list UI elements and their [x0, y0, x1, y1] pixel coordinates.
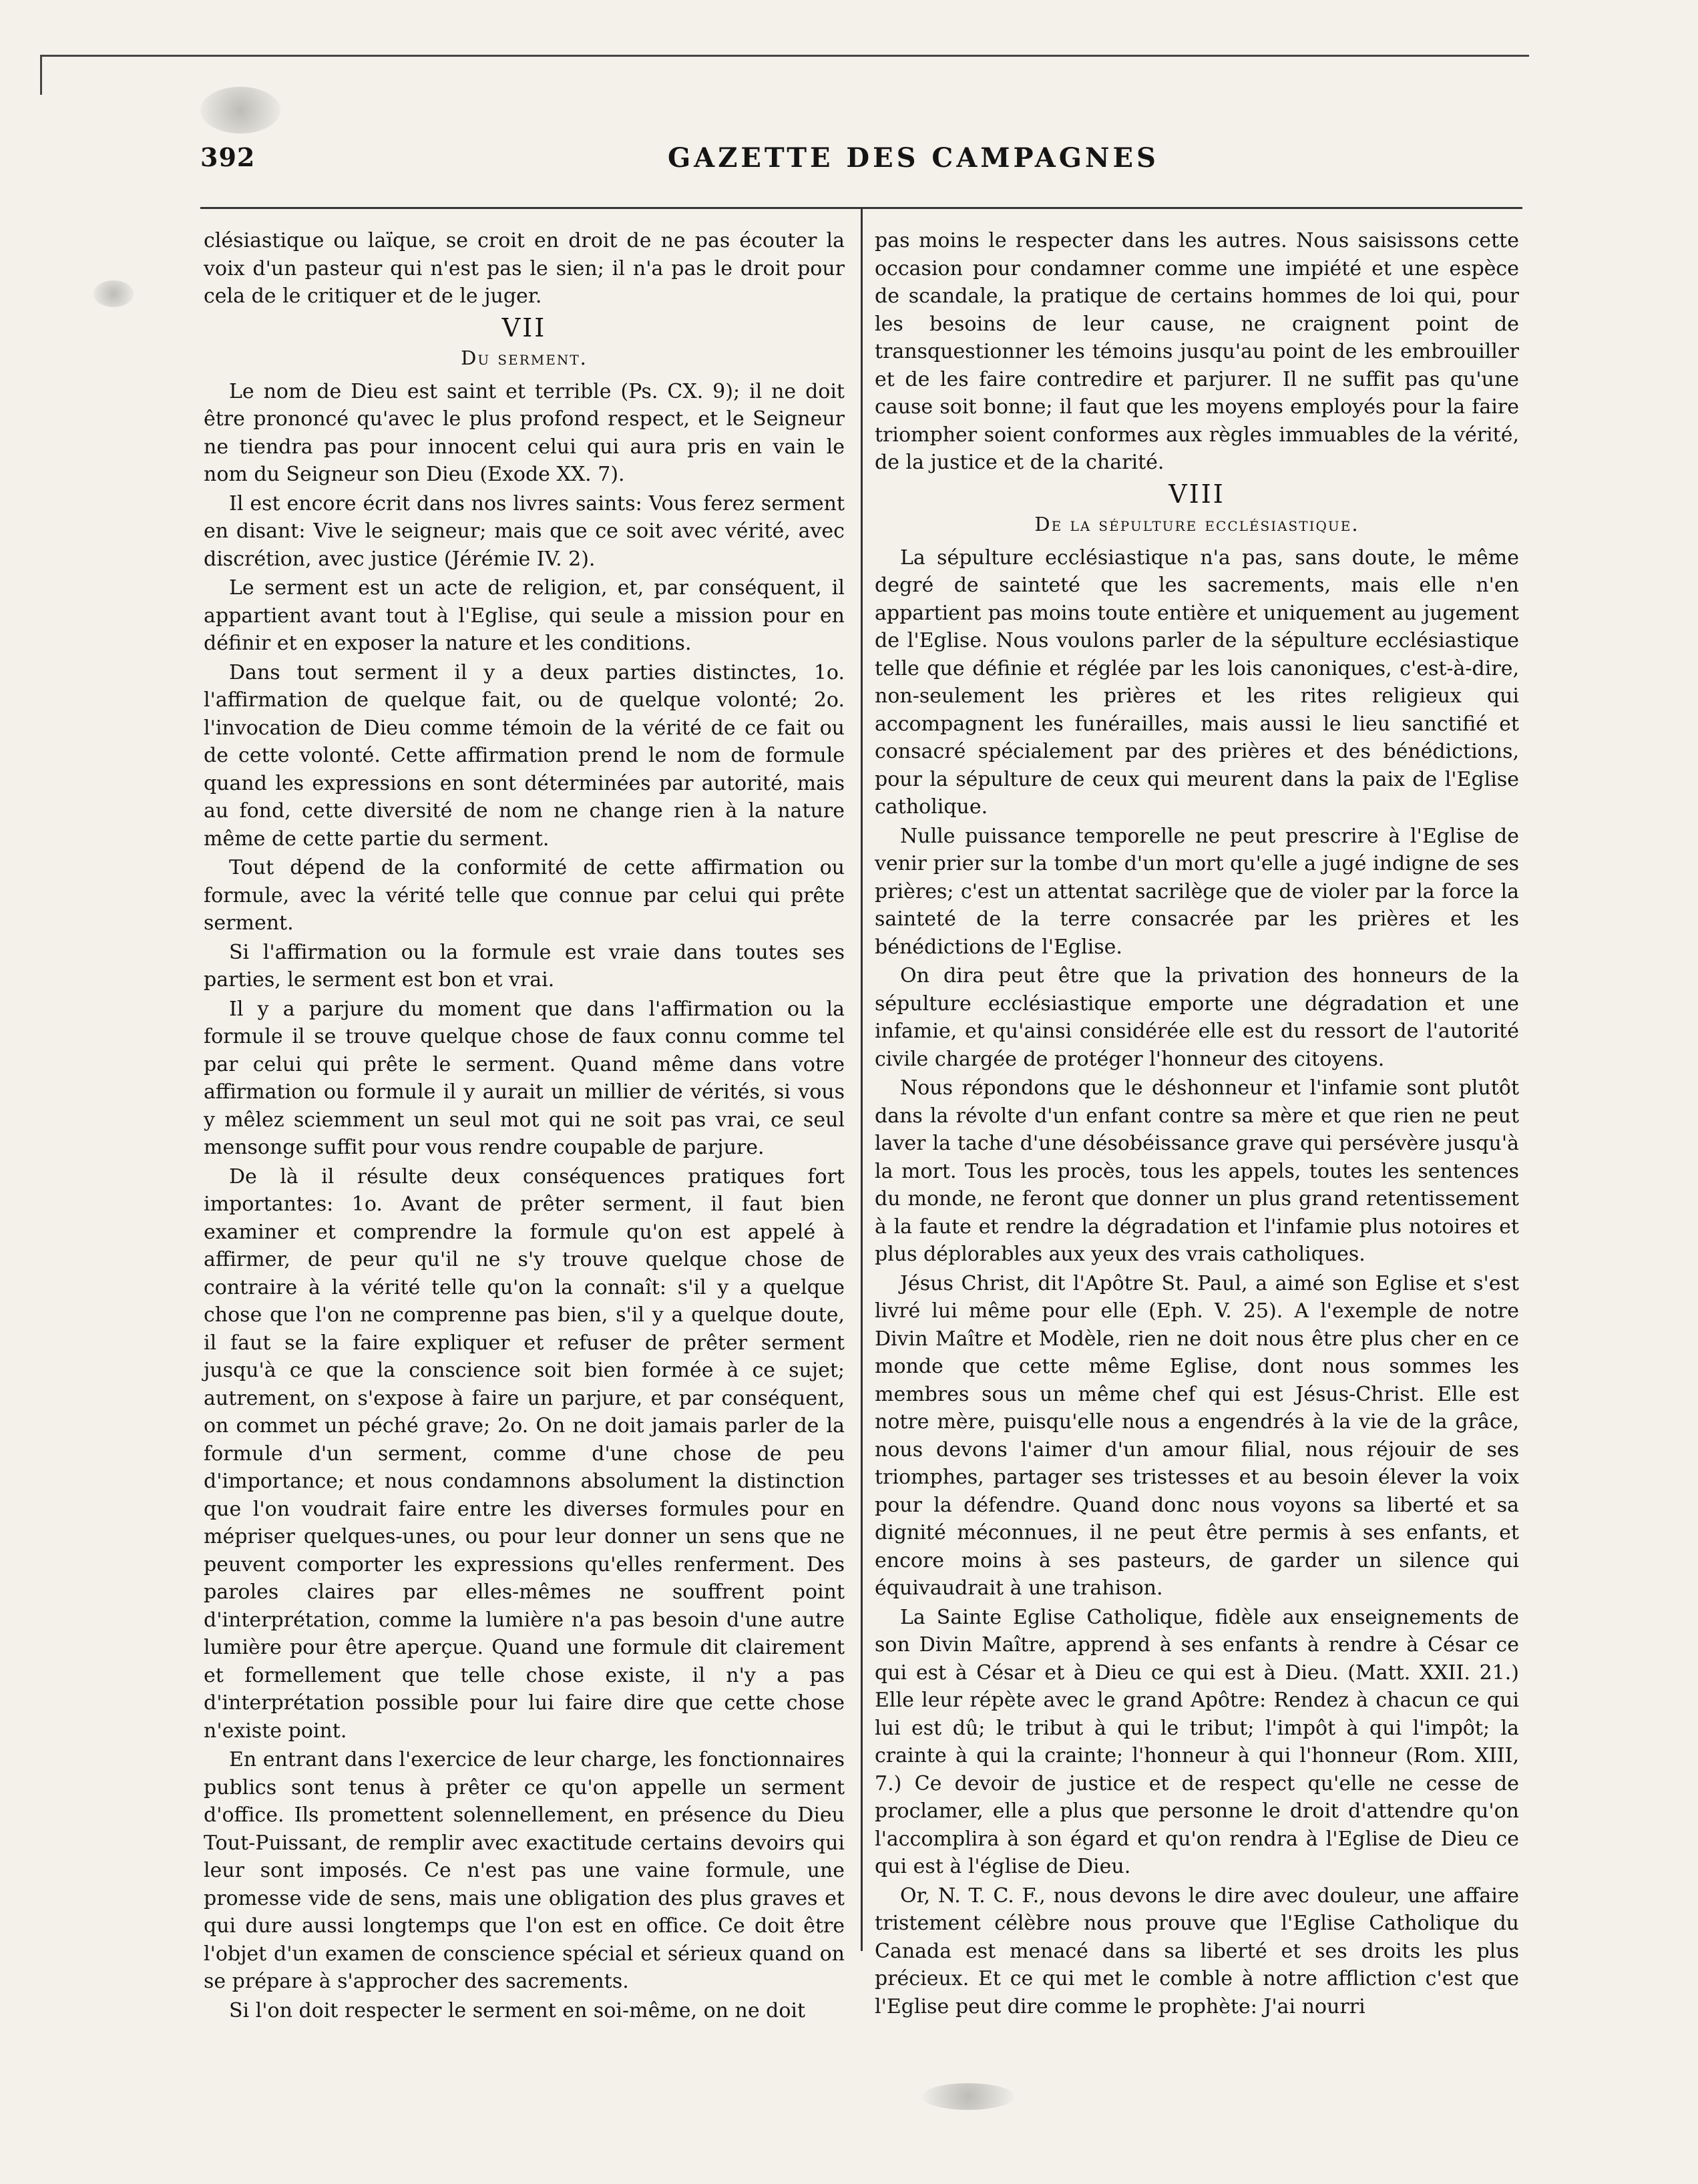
- column-divider: [861, 208, 863, 1951]
- paragraph: Si l'on doit respecter le serment en soi-même, on ne doit: [229, 1998, 806, 2022]
- paragraph: pas moins le respecter dans les autres. Nous saisissons cette occasion pour condamner comme une impiété et une espèce de scandale, la pratique de certains hommes de loi qui, pour les besoins de leur cause, ne craignent point de transquestionner les témoins jusqu'au point de les embrouiller et de les faire contredire et parjurer. Il ne suffit pas qu'une cause soit bonne; il faut que les moyens employés pour la faire triompher soient conformes aux règles immuables de la vérité, de la justice et de la charité.: [875, 229, 1519, 474]
- paragraph: On dira peut être que la privation des honneurs de la sépulture ecclésiastique emporte une dégradation et une infamie, et qu'ainsi considérée elle est du ressort de l'autorité civile chargée de protéger l'honneur des citoyens.: [875, 964, 1519, 1071]
- paragraph: Le nom de Dieu est saint et terrible (Ps. CX. 9); il ne doit être prononcé qu'avec le plus profond respect, et le Seigneur ne tiendra pas pour innocent celui qui aura pris en vain le nom du Seigneur son Dieu (Exode XX. 7).: [204, 379, 845, 486]
- paragraph: Tout dépend de la conformité de cette affirmation ou formule, avec la vérité telle que connue par celui qui prête serment.: [204, 856, 845, 935]
- page-header: [200, 137, 1522, 184]
- scan-smudge: [93, 280, 134, 307]
- paragraph: Le serment est un acte de religion, et, par conséquent, il appartient avant tout à l'Eglise, qui seule a mission pour en définir et en exposer la nature et les conditions.: [204, 576, 845, 655]
- scan-smudge: [200, 87, 280, 134]
- paragraph: Or, N. T. C. F., nous devons le dire avec douleur, une affaire tristement célèbre nous prouve que l'Eglise Catholique du Canada est menacé dans sa liberté et ses droits les plus précieux. Et ce qui met le comble à notre affliction c'est que l'Eglise peut dire comme le prophète: J'ai nourri: [875, 1884, 1519, 2018]
- paragraph: Il y a parjure du moment que dans l'affirmation ou la formule il se trouve quelque chose de faux connu comme tel par celui qui prête le serment. Quand même dans votre affirmation ou formule il y aurait un millier de vérités, si vous y mêlez sciemment un seul mot qui ne soit pas vrai, ce seul mensonge suffit pour vous rendre coupable de parjure.: [204, 997, 845, 1159]
- paragraph: En entrant dans l'exercice de leur charge, les fonctionnaires publics sont tenus à prêter ce qu'on appelle un serment d'office. Ils promettent solennellement, en présence du Dieu Tout-Puissant, de remplir avec exactitude certains devoirs qui leur sont imposés. Ce n'est pas une vaine formule, une promesse vide de sens, mais une obligation des plus graves et qui dure aussi longtemps que l'on est en office. Ce doit être l'objet d'un examen de conscience spécial et sérieux quand on se prépare à s'approcher des sacrements.: [204, 1748, 845, 1993]
- right-column: [875, 227, 1519, 2018]
- paragraph: Il est encore écrit dans nos livres saints: Vous ferez serment en disant: Vive le seigneur; mais que ce soit avec vérité, avec discrétion, avec justice (Jérémie IV. 2).: [204, 491, 845, 571]
- paragraph: La sépulture ecclésiastique n'a pas, sans doute, le même degré de sainteté que les sacrements, mais elle n'en appartient pas moins toute entière et uniquement au jugement de l'Eglise. Nous voulons parler de la sépulture ecclésiastique telle que définie et réglée par les lois canoniques, c'est-à-dire, non-seulement les prières et les rites religieux qui accompagnent les funérailles, mais aussi le lieu sanctifié et consacré spécialement par des prières et des bénédictions, pour la sépulture de ceux qui meurent dans la paix de l'Eglise catholique.: [875, 545, 1519, 819]
- paragraph: Jésus Christ, dit l'Apôtre St. Paul, a aimé son Eglise et s'est livré lui même pour elle (Eph. V. 25). A l'exemple de notre Divin Maître et Modèle, rien ne doit nous être plus cher en ce monde que cette même Eglise, dont nous sommes les membres sous un même chef qui est Jésus-Christ. Elle est notre mère, puisqu'elle nous a engendrés à la vie de la grâce, nous devons l'aimer d'un amour filial, nous réjouir de ses triomphes, partager ses tristesses et au besoin élever la voix pour la défendre. Quand donc nous voyons sa liberté et sa dignité méconnues, il ne peut être permis à ses enfants, et encore moins à ses pasteurs, de garder un silence qui équivaudrait à une trahison.: [875, 1271, 1519, 1600]
- paragraph: Dans tout serment il y a deux parties distinctes, 1o. l'affirmation de quelque fait, ou de quelque volonté; 2o. l'invocation de Dieu comme témoin de la vérité de ce fait ou de cette volonté. Cette affirmation prend le nom de formule quand les expressions en sont déterminées par autorité, mais au fond, cette diversité de nom ne change rien à la nature même de cette partie du serment.: [204, 660, 845, 851]
- page-number: 392: [200, 142, 256, 172]
- paragraph: Nous répondons que le déshonneur et l'infamie sont plutôt dans la révolte d'un enfant contre sa mère et que rien ne peut laver la tache d'une désobéissance grave qui persévère jusqu'à la mort. Tous les procès, tous les appels, toutes les sentences du monde, ne feront que donner un plus grand retentissement à la faute et rendre la dégradation et l'infamie plus notoires et plus déplorables aux yeux des vrais catholiques.: [875, 1076, 1519, 1266]
- left-column: [204, 227, 845, 2022]
- page-frame-left-line: [40, 55, 42, 95]
- page-frame-top-line: [40, 55, 1529, 57]
- paragraph: De là il résulte deux conséquences pratiques fort importantes: 1o. Avant de prêter serment, il faut bien examiner et comprendre la formule qu'on est appelé à affirmer, de peur qu'il ne s'y trouve quelque chose de contraire à la vérité telle qu'on la connaît: s'il y a quelque chose que l'on ne comprenne pas bien, s'il y a quelque doute, il faut se la faire expliquer et refuser de prêter serment jusqu'à ce que la conscience soit bien formée à ce sujet; autrement, on s'expose à faire un parjure, et par conséquent, on commet un péché grave; 2o. On ne doit jamais parler de la formule d'un serment, comme d'une chose de peu d'importance; et nous condamnons absolument la distinction que l'on voudrait faire entre les diverses formules pour en mépriser quelques-unes, ou pour leur donner un sens que ne peuvent comporter les expressions qu'elles renferment. Des paroles claires par elles-mêmes ne souffrent point d'interprétation, comme la lumière n'a pas besoin d'une autre lumière pour être aperçue. Quand une formule dit clairement et formellement que telle chose existe, il n'y a pas d'interprétation possible pour lui faire dire que cette chose n'existe point.: [204, 1164, 845, 1743]
- section-title: De la sépulture ecclésiastique.: [1034, 513, 1359, 535]
- paragraph: clésiastique ou laïque, se croit en droit de ne pas écouter la voix d'un pasteur qui n'est pas le sien; il n'a pas le droit pour cela de le critiquer et de le juger.: [204, 229, 845, 308]
- scan-smudge: [921, 2083, 1015, 2110]
- section-number: VIII: [1169, 479, 1225, 509]
- running-title: GAZETTE DES CAMPAGNES: [668, 142, 1159, 174]
- section-number: VII: [501, 312, 547, 343]
- paragraph: Si l'affirmation ou la formule est vraie dans toutes ses parties, le serment est bon et vrai.: [204, 940, 845, 992]
- paragraph: Nulle puissance temporelle ne peut prescrire à l'Eglise de venir prier sur la tombe d'un mort qu'elle a jugé indigne de ses prières; c'est un attentat sacrilège que de violer par la force la sainteté de la terre consacrée par les prières et les bénédictions de l'Eglise.: [875, 824, 1519, 959]
- section-title: Du serment.: [461, 347, 588, 369]
- paragraph: La Sainte Eglise Catholique, fidèle aux enseignements de son Divin Maître, apprend à ses enfants à rendre à César ce qui est à César et à Dieu ce qui est à Dieu. (Matt. XXII. 21.) Elle leur répète avec le grand Apôtre: Rendez à chacun ce qui lui est dû; le tribut à qui le tribut; l'impôt à qui l'impôt; la crainte à qui la crainte; l'honneur à qui l'honneur (Rom. XIII, 7.) Ce devoir de justice et de respect qu'elle ne cesse de proclamer, elle a plus que personne le droit d'attendre qu'on l'accomplira à son égard et qu'on rendra à l'Eglise de Dieu ce qui est à l'église de Dieu.: [875, 1605, 1519, 1878]
